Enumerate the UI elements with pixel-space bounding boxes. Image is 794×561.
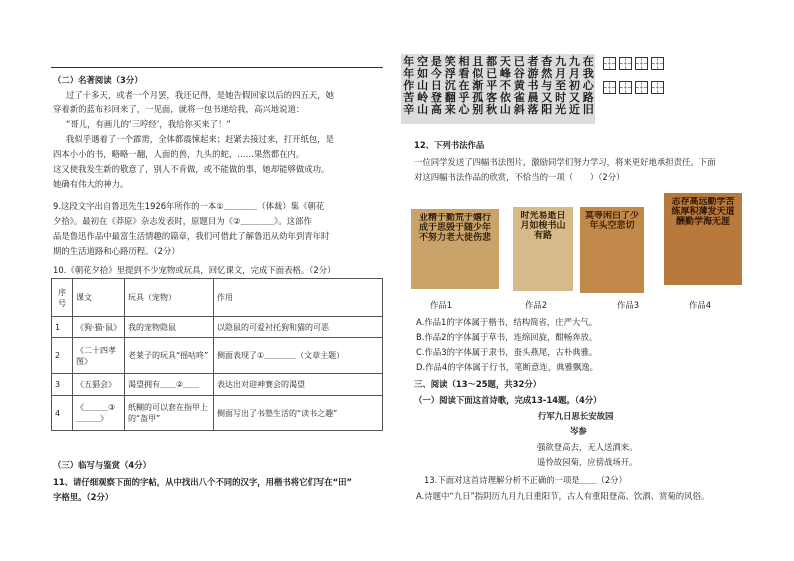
- table-cell: 我的宠物隐鼠: [125, 317, 214, 338]
- option-b: B.作品2的字体属于草书，连绵回旋，酣畅奔放。: [416, 332, 598, 342]
- calligraphy-copybook: [401, 54, 595, 124]
- poem-author: 岑参: [570, 426, 587, 436]
- reading-section-heading: 三、阅读（13～25题，共32分）: [414, 379, 542, 389]
- calligraphy-column: 在我心路旧: [582, 55, 594, 116]
- calligraphy-column: 且似渐孤别: [472, 55, 484, 116]
- calligraphy-column: 都已平客秋: [486, 55, 498, 116]
- toys-table: [51, 278, 383, 431]
- table-cell: 4: [52, 396, 73, 431]
- passage-line-3: “哥儿，有画儿的‘三哼经’，我给你买来了！”: [66, 119, 231, 129]
- calligraphy-column: 已谷黄雀斜: [513, 55, 525, 116]
- q12-heading: 12、下列书法作品: [414, 140, 485, 150]
- passage-line-6: 这又使我发生新的敬意了，别人不肯做，或不能做的事，她却能够做成功。: [53, 164, 330, 174]
- poem-line-1: 强欲登高去，无人送酒来。: [537, 442, 638, 452]
- table-cell: 渴望拥有＿＿②＿＿: [125, 374, 214, 396]
- table-row: [52, 317, 383, 338]
- q13-text: 13.下面对这首诗理解分析不正确的一项是＿＿（2分）: [424, 475, 627, 485]
- calligraphy-work-text: 时光易逝日月如梭书山有路: [520, 211, 566, 241]
- calligraphy-column: 九月至时光: [555, 55, 567, 116]
- calligraphy-work-text: 志存高远勤学苦练厚积薄发天道酬勤学海无涯: [671, 197, 735, 227]
- passage-line-5: 四本小小的书，略略一翻，人面的兽，九头的蛇，……果然都在内。: [53, 149, 305, 159]
- option-c: C.作品3的字体属于隶书，蚕头燕尾，古朴典雅。: [416, 347, 598, 357]
- table-cell: 《狗·猫·鼠》: [73, 317, 125, 338]
- section2-heading: （二）名著阅读（3分）: [53, 75, 143, 85]
- calligraphy-column: 九月初又近: [568, 55, 580, 116]
- q11-line-1: 11、请仔细观察下面的字帖，从中找出八个不同的汉字，用楷书将它们写在“田”: [53, 477, 353, 487]
- passage-line-1: 过了十多天，或者一个月罢，我还记得，是她告假回家以后的四五天，她: [66, 90, 334, 100]
- top-divider: [51, 67, 383, 68]
- tian-cell[interactable]: [619, 81, 632, 94]
- table-cell: 《＿＿＿③＿＿＿》: [73, 396, 125, 431]
- calligraphy-work-1: [411, 209, 499, 289]
- calligraphy-work-4: [664, 193, 742, 285]
- calligraphy-column: 空如山岭山: [417, 55, 429, 116]
- table-cell: 2: [52, 338, 73, 374]
- tian-cell[interactable]: [603, 81, 616, 94]
- poem-title: 行军九日思长安故园: [538, 411, 614, 421]
- calligraphy-column: 年年作苦辛: [403, 55, 415, 116]
- q9-line-4: 期的生活道路和心路历程。（2分）: [53, 246, 180, 256]
- calligraphy-column: 者游书晨落: [527, 55, 539, 116]
- table-cell: 侧面表现了①＿＿＿＿（文章主题）: [214, 338, 383, 374]
- table-header-toy: 玩具（宠物）: [125, 279, 214, 317]
- table-cell: 侧面写出了书塾生活的“读书之趣”: [214, 396, 383, 431]
- table-cell: 老莱子的玩具“摇咕咚”: [125, 338, 214, 374]
- reading-sub-heading: （一）阅读下面这首诗歌，完成13-14题。（4分）: [414, 395, 602, 405]
- table-header-index: 序号: [52, 279, 73, 317]
- table-header-effect: 作用: [214, 279, 383, 317]
- tian-cell[interactable]: [651, 57, 664, 70]
- calligraphy-work-text: 莫等闲白了少年头空悲切: [584, 211, 639, 231]
- table-cell: 纸糊的可以套在指甲上的“盔甲”: [125, 396, 214, 431]
- tian-cell[interactable]: [603, 57, 616, 70]
- calligraphy-column: 杳然与又阳: [541, 55, 553, 116]
- table-cell: 表达出对迎神赛会的渴望: [214, 374, 383, 396]
- q12-text-line-2: 对这四幅书法作品的欣赏，不恰当的一项（ ）（2分）: [414, 172, 625, 182]
- table-header-text: 课文: [73, 279, 125, 317]
- calligraphy-column: 天峰不依山: [499, 55, 511, 116]
- q13-option-a: A.诗题中“九日”指阴历九月九日重阳节，古人有重阳登高、饮酒、赏菊的风俗。: [416, 491, 710, 501]
- q9-line-1: 9.这段文字出自鲁迅先生1926年所作的一本①＿＿＿＿（体裁）集《朝花: [53, 201, 325, 211]
- calligraphy-work-2: [513, 207, 573, 291]
- work-caption-1: 作品1: [430, 300, 453, 310]
- q9-line-3: 品是鲁迅作品中最富生活情趣的篇章，我们可借此了解鲁迅从幼年到青年时: [53, 231, 330, 241]
- work-caption-3: 作品3: [617, 300, 640, 310]
- table-cell: 《二十四孝图》: [73, 338, 125, 374]
- passage-line-7: 她确有伟大的神力。: [53, 179, 129, 189]
- q10-text: 10.《朝花夕拾》里提到不少宠物或玩具，回忆课文，完成下面表格。（2分）: [53, 265, 336, 275]
- calligraphy-column: 相看在乎心: [458, 55, 470, 116]
- table-row: [52, 374, 383, 396]
- q11-line-2: 字格里。（2分）: [53, 492, 114, 502]
- calligraphy-column: 是今日登高: [430, 55, 442, 116]
- table-cell: 1: [52, 317, 73, 338]
- table-cell: 《五猖会》: [73, 374, 125, 396]
- table-cell: 以隐鼠的可爱衬托狗和猫的可恶: [214, 317, 383, 338]
- passage-line-2: 穿着新的蓝布衫回来了，一见面，就将一包书递给我，高兴地说道：: [53, 104, 305, 114]
- calligraphy-work-3: [580, 207, 644, 293]
- option-d: D.作品4的字体属于行书，笔断意连，典雅飘逸。: [416, 362, 598, 372]
- table-cell: 3: [52, 374, 73, 396]
- tian-cell[interactable]: [619, 57, 632, 70]
- tian-cell[interactable]: [635, 81, 648, 94]
- poem-line-2: 遥怜故园菊，应傍战场开。: [537, 457, 638, 467]
- calligraphy-work-text: 业精于勤荒于嬉行成于思毁于随少年不努力老大徒伤悲: [418, 213, 491, 243]
- tian-cell[interactable]: [651, 81, 664, 94]
- section3-heading: （三）临写与鉴赏（4分）: [53, 460, 151, 470]
- work-caption-4: 作品4: [689, 300, 712, 310]
- table-row: [52, 396, 383, 431]
- option-a: A.作品1的字体属于楷书，结构简省，庄严大气。: [416, 317, 598, 327]
- passage-line-4: 我似乎遇着了一个霹雳，全体都震悚起来；赶紧去接过来，打开纸包，是: [66, 134, 334, 144]
- tian-cell[interactable]: [635, 57, 648, 70]
- work-caption-2: 作品2: [525, 300, 548, 310]
- table-row: [52, 338, 383, 374]
- q9-line-2: 夕拾》。最初在《莽原》杂志发表时，原题目为《②＿＿＿＿》。这部作: [53, 216, 312, 226]
- q12-text-line-1: 一位同学发送了四幅书法图片，激励同学们努力学习，将来更好地承担责任。下面: [414, 157, 716, 167]
- calligraphy-column: 笑浮沉翻来: [444, 55, 456, 116]
